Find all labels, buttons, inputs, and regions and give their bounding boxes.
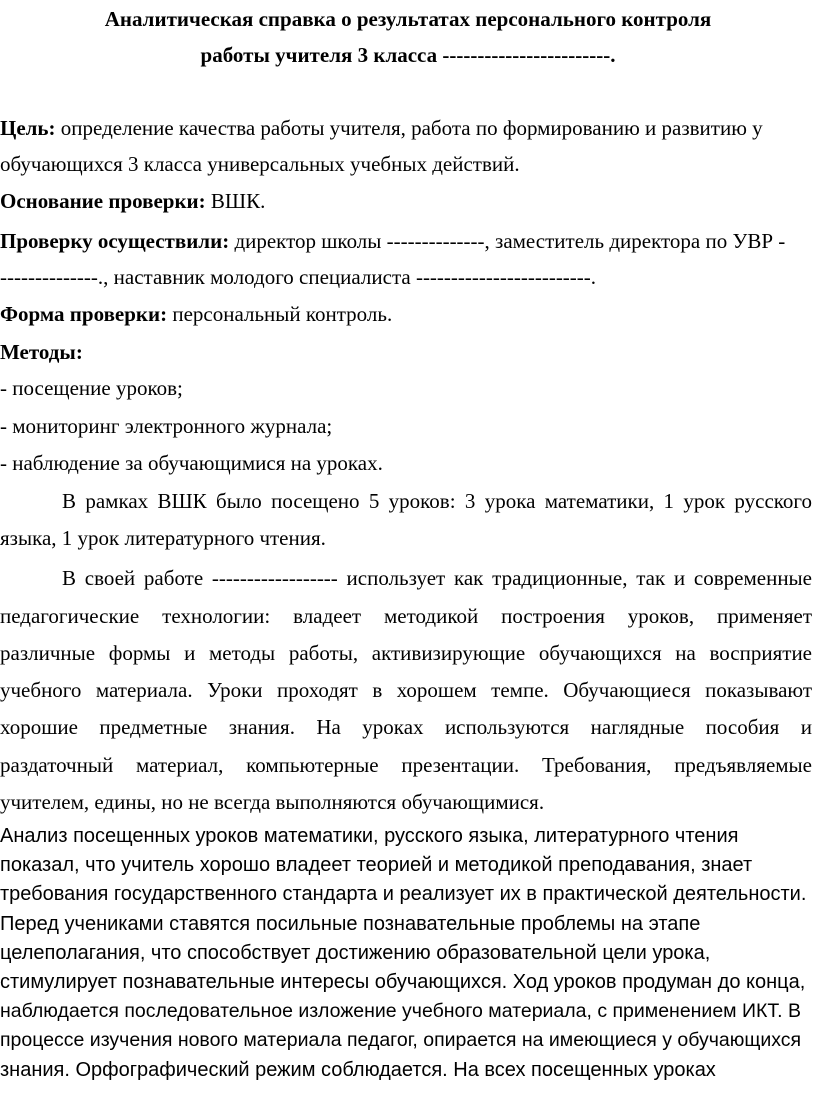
paragraph-2-line: хорошие предметные знания. На уроках используются наглядные пособия и: [0, 715, 812, 739]
goal-label: Цель:: [0, 116, 56, 140]
paragraph-2-line: В своей работе ------------------ использует как традиционные, так и современные: [62, 566, 812, 590]
paragraph-2-line: различные формы и методы работы, активизирующие обучающихся на восприятие: [0, 641, 812, 665]
paragraph-3-line: Перед учениками ставятся посильные познавательные проблемы на этапе: [0, 912, 701, 935]
paragraph-3-line: наблюдается последовательное изложение учебного материала, с применением ИКТ. В: [0, 1000, 801, 1023]
inspectors-line-2: --------------., наставник молодого специалиста -------------------------.: [0, 265, 597, 289]
paragraph-3-line: знания. Орфографический режим соблюдается. На всех посещенных уроках: [0, 1058, 716, 1081]
document-title-line-1: Аналитическая справка о результатах персонального контроля: [104, 7, 712, 31]
methods-item: - посещение уроков;: [0, 376, 183, 400]
paragraph-3-line: стимулирует познавательные интересы обучающихся. Ход уроков продуман до конца,: [0, 971, 806, 994]
paragraph-2-line: раздаточный материал, компьютерные презентации. Требования, предъявляемые: [0, 753, 812, 777]
document-title-line-2: работы учителя 3 класса ------------------------.: [200, 43, 616, 67]
paragraph-2-line: учебного материала. Уроки проходят в хорошем темпе. Обучающиеся показывают: [0, 678, 812, 702]
basis-label: Основание проверки:: [0, 189, 206, 213]
form-line: [0, 299, 816, 329]
methods-item: - мониторинг электронного журнала;: [0, 414, 333, 438]
basis-value: ВШК.: [205, 189, 266, 213]
goal-line-1: [0, 113, 816, 143]
inspectors-text: директор школы --------------, заместитель директора по УВР -: [229, 229, 786, 253]
paragraph-3: [0, 822, 816, 1085]
paragraph-3-line: требования государственного стандарта и реализует их в практической деятельности.: [0, 883, 807, 906]
paragraph-3-line: целеполагания, что способствует достижению образовательной цели урока,: [0, 941, 711, 964]
paragraph-2-line: учителем, едины, но не всегда выполняются обучающимися.: [0, 790, 545, 814]
paragraph-3-line: показал, что учитель хорошо владеет теорией и методикой преподавания, знает: [0, 854, 753, 877]
paragraph-1-line: языка, 1 урок литературного чтения.: [0, 526, 326, 550]
inspectors-label: Проверку осуществили:: [0, 229, 230, 253]
form-label: Форма проверки:: [0, 302, 168, 326]
goal-line-2: обучающихся 3 класса универсальных учебных действий.: [0, 152, 520, 176]
paragraph-3-line: процессе изучения нового материала педагог, опирается на имеющиеся у обучающихся: [0, 1029, 802, 1052]
goal-text: определение качества работы учителя, работа по формированию и развитию у: [55, 116, 763, 140]
form-value: персональный контроль.: [167, 302, 393, 326]
paragraph-1-line: В рамках ВШК было посещено 5 уроков: 3 урока математики, 1 урок русского: [62, 489, 812, 513]
basis-line: [0, 186, 816, 216]
methods-label: Методы:: [0, 340, 83, 364]
inspectors-line-1: [0, 226, 816, 256]
paragraph-2-line: педагогические технологии: владеет методикой построения уроков, применяет: [0, 604, 812, 628]
methods-item: - наблюдение за обучающимися на уроках.: [0, 451, 383, 475]
paragraph-3-line: Анализ посещенных уроков математики, русского языка, литературного чтения: [0, 825, 739, 847]
